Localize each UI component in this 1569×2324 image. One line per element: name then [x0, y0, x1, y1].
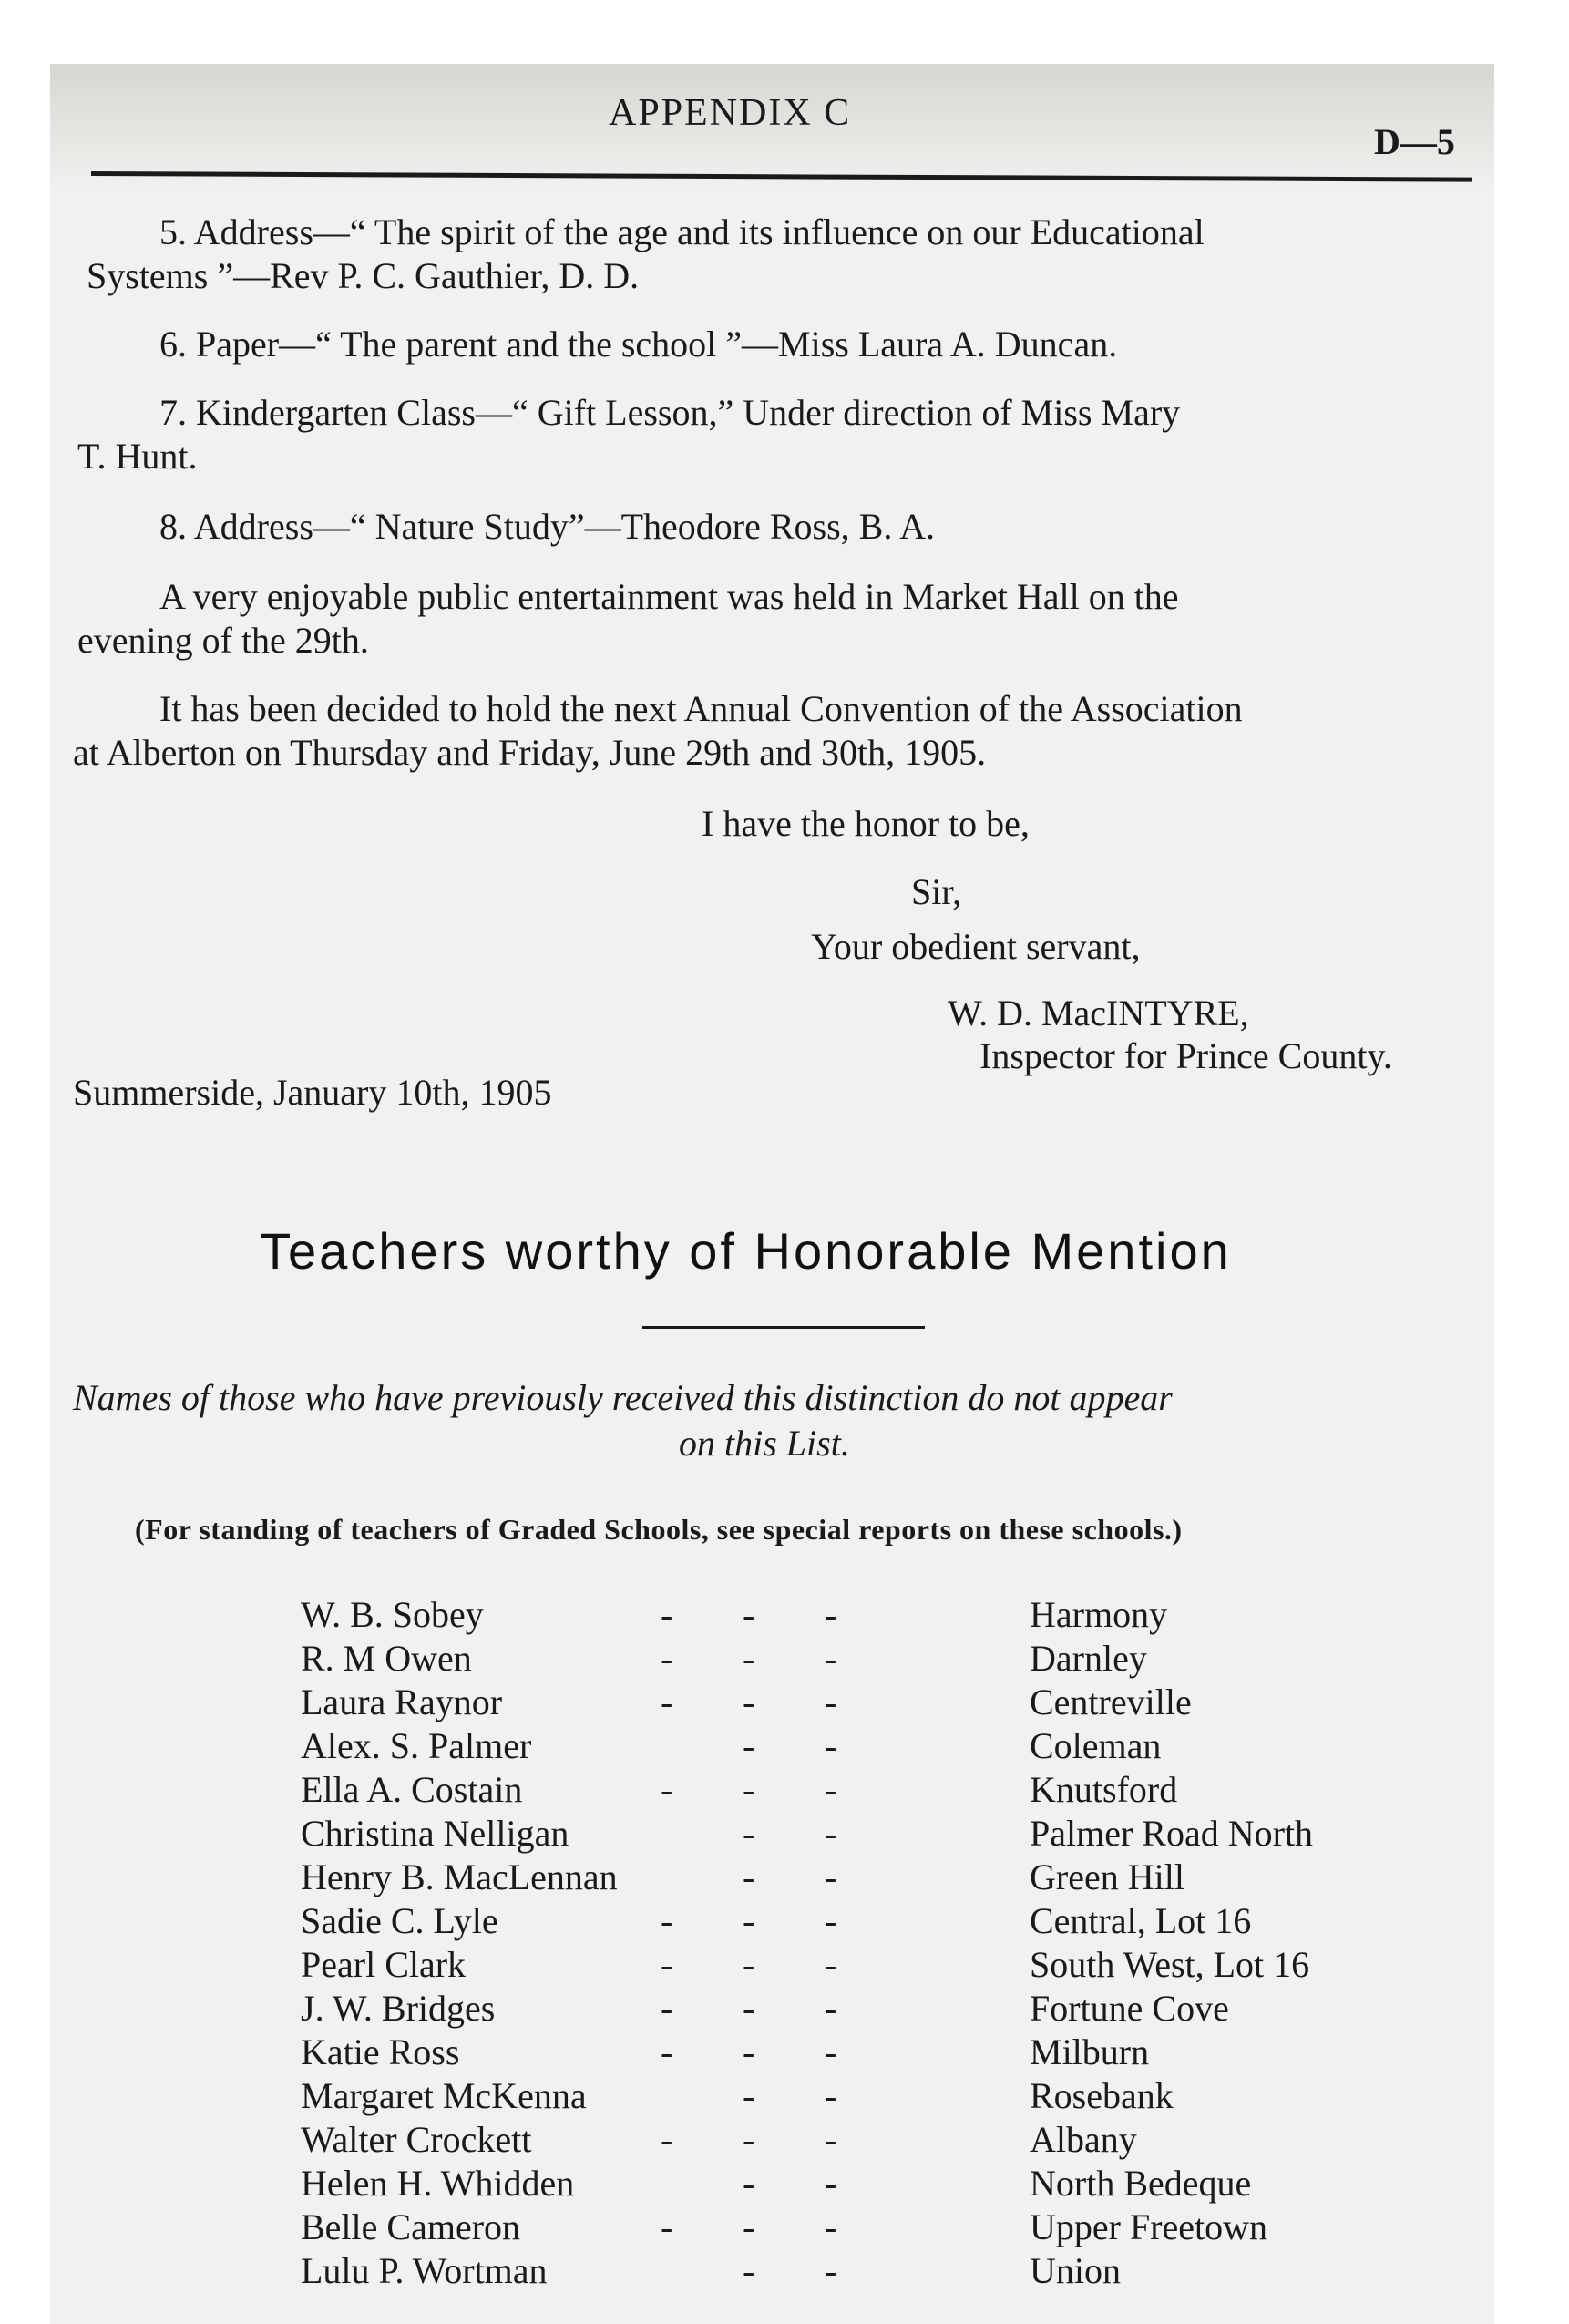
closing-salutation: Sir,	[911, 871, 962, 912]
leader-dash: -	[743, 1900, 755, 1941]
school-name: Darnley	[1030, 1638, 1147, 1679]
item-6-line-1: 6. Paper—“ The parent and the school ”—Miss Laura A. Duncan.	[159, 324, 1118, 365]
leader-dash: -	[743, 2163, 755, 2204]
teacher-row	[301, 2206, 1394, 2249]
leader-dash: -	[825, 1638, 837, 1679]
entertainment-line-2: evening of the 29th.	[77, 620, 369, 661]
leader-dash: -	[661, 1594, 673, 1635]
leader-dash: -	[743, 1856, 755, 1897]
leader-dash: -	[661, 1944, 673, 1985]
school-name: Knutsford	[1030, 1769, 1178, 1810]
distinction-note-line-2: on this List.	[679, 1423, 850, 1464]
appendix-title: APPENDIX C	[609, 92, 852, 134]
school-name: Milburn	[1030, 2031, 1150, 2072]
leader-dash: -	[743, 1681, 755, 1722]
teacher-row	[301, 2118, 1394, 2162]
leader-dash: -	[743, 1594, 755, 1635]
leader-dash: -	[661, 1681, 673, 1722]
teacher-name: Alex. S. Palmer	[301, 1725, 532, 1766]
signature: W. D. MacINTYRE,	[948, 992, 1249, 1033]
teacher-name: Sadie C. Lyle	[301, 1900, 498, 1941]
page-number: D—5	[1374, 121, 1455, 162]
item-5-line-2: Systems ”—Rev P. C. Gauthier, D. D.	[87, 255, 640, 296]
teacher-name: Margaret McKenna	[301, 2075, 587, 2116]
teacher-row	[301, 2074, 1394, 2118]
teacher-name: Laura Raynor	[301, 1681, 503, 1722]
leader-dash: -	[825, 1988, 837, 2029]
teacher-row	[301, 1987, 1394, 2031]
school-name: Harmony	[1030, 1594, 1168, 1635]
teacher-name: Pearl Clark	[301, 1944, 467, 1985]
convention-line-2: at Alberton on Thursday and Friday, June 29th and 30th, 1905.	[73, 732, 987, 773]
school-name: Coleman	[1030, 1725, 1162, 1766]
school-name: Centreville	[1030, 1681, 1192, 1722]
leader-dash: -	[661, 1988, 673, 2029]
teacher-name: W. B. Sobey	[301, 1594, 484, 1635]
school-name: Albany	[1030, 2119, 1137, 2160]
teacher-name: Helen H. Whidden	[301, 2163, 575, 2204]
school-name: Upper Freetown	[1030, 2206, 1268, 2247]
leader-dash: -	[743, 2250, 755, 2291]
item-5-line-1: 5. Address—“ The spirit of the age and its influence on our Educational	[159, 211, 1205, 252]
teacher-name: Lulu P. Wortman	[301, 2250, 548, 2291]
closing-honor: I have the honor to be,	[702, 803, 1030, 844]
item-8-line-1: 8. Address—“ Nature Study”—Theodore Ross, B. A.	[159, 506, 936, 547]
teacher-row	[301, 1768, 1394, 1812]
leader-dash: -	[825, 1944, 837, 1985]
leader-dash: -	[825, 1725, 837, 1766]
teacher-row	[301, 1812, 1394, 1856]
school-name: Palmer Road North	[1030, 1813, 1314, 1854]
leader-dash: -	[825, 2163, 837, 2204]
teacher-name: Henry B. MacLennan	[301, 1856, 618, 1897]
teacher-row	[301, 2162, 1394, 2206]
leader-dash: -	[661, 2031, 673, 2072]
teacher-row	[301, 1856, 1394, 1899]
teacher-row	[301, 1593, 1394, 1637]
leader-dash: -	[825, 2250, 837, 2291]
leader-dash: -	[825, 1769, 837, 1810]
leader-dash: -	[661, 1769, 673, 1810]
teacher-name: Ella A. Costain	[301, 1769, 523, 1810]
graded-schools-note: (For standing of teachers of Graded Schools, see special reports on these schools.)	[135, 1513, 1183, 1546]
teacher-row	[301, 1681, 1394, 1724]
leader-dash: -	[661, 2206, 673, 2247]
entertainment-line-1: A very enjoyable public entertainment was held in Market Hall on the	[159, 576, 1179, 617]
teacher-row	[301, 1724, 1394, 1768]
teacher-list	[301, 1593, 1394, 2293]
teacher-name: J. W. Bridges	[301, 1988, 496, 2029]
signature-role: Inspector for Prince County.	[979, 1035, 1392, 1076]
teacher-name: R. M Owen	[301, 1638, 472, 1679]
teacher-row	[301, 1943, 1394, 1987]
leader-dash: -	[825, 1813, 837, 1854]
item-7-line-2: T. Hunt.	[77, 436, 198, 477]
school-name: Central, Lot 16	[1030, 1900, 1252, 1941]
leader-dash: -	[825, 1900, 837, 1941]
leader-dash: -	[743, 2031, 755, 2072]
school-name: Rosebank	[1030, 2075, 1174, 2116]
leader-dash: -	[743, 1725, 755, 1766]
teacher-name: Belle Cameron	[301, 2206, 521, 2247]
leader-dash: -	[743, 1638, 755, 1679]
leader-dash: -	[743, 1769, 755, 1810]
teacher-row	[301, 1637, 1394, 1681]
leader-dash: -	[661, 1900, 673, 1941]
leader-dash: -	[825, 2206, 837, 2247]
convention-line-1: It has been decided to hold the next Annual Convention of the Association	[159, 688, 1243, 729]
leader-dash: -	[825, 2075, 837, 2116]
leader-dash: -	[743, 2119, 755, 2160]
teacher-row	[301, 2031, 1394, 2074]
teacher-name: Walter Crockett	[301, 2119, 532, 2160]
section-title: Teachers worthy of Honorable Mention	[260, 1222, 1232, 1280]
leader-dash: -	[825, 1856, 837, 1897]
leader-dash: -	[661, 1638, 673, 1679]
leader-dash: -	[825, 1594, 837, 1635]
item-7-line-1: 7. Kindergarten Class—“ Gift Lesson,” Under direction of Miss Mary	[159, 392, 1181, 433]
leader-dash: -	[743, 1813, 755, 1854]
school-name: South West, Lot 16	[1030, 1944, 1310, 1985]
leader-dash: -	[825, 2031, 837, 2072]
teacher-row	[301, 1899, 1394, 1943]
leader-dash: -	[743, 1988, 755, 2029]
section-rule	[642, 1326, 925, 1329]
leader-dash: -	[743, 2206, 755, 2247]
closing-servant: Your obedient servant,	[811, 926, 1141, 967]
teacher-row	[301, 2249, 1394, 2293]
leader-dash: -	[825, 2119, 837, 2160]
place-date: Summerside, January 10th, 1905	[73, 1072, 552, 1113]
school-name: Fortune Cove	[1030, 1988, 1229, 2029]
leader-dash: -	[743, 2075, 755, 2116]
school-name: Union	[1030, 2250, 1121, 2291]
teacher-name: Katie Ross	[301, 2031, 460, 2072]
leader-dash: -	[743, 1944, 755, 1985]
leader-dash: -	[825, 1681, 837, 1722]
school-name: North Bedeque	[1030, 2163, 1252, 2204]
distinction-note-line-1: Names of those who have previously received this distinction do not appear	[73, 1377, 1173, 1418]
leader-dash: -	[661, 2119, 673, 2160]
school-name: Green Hill	[1030, 1856, 1184, 1897]
teacher-name: Christina Nelligan	[301, 1813, 569, 1854]
